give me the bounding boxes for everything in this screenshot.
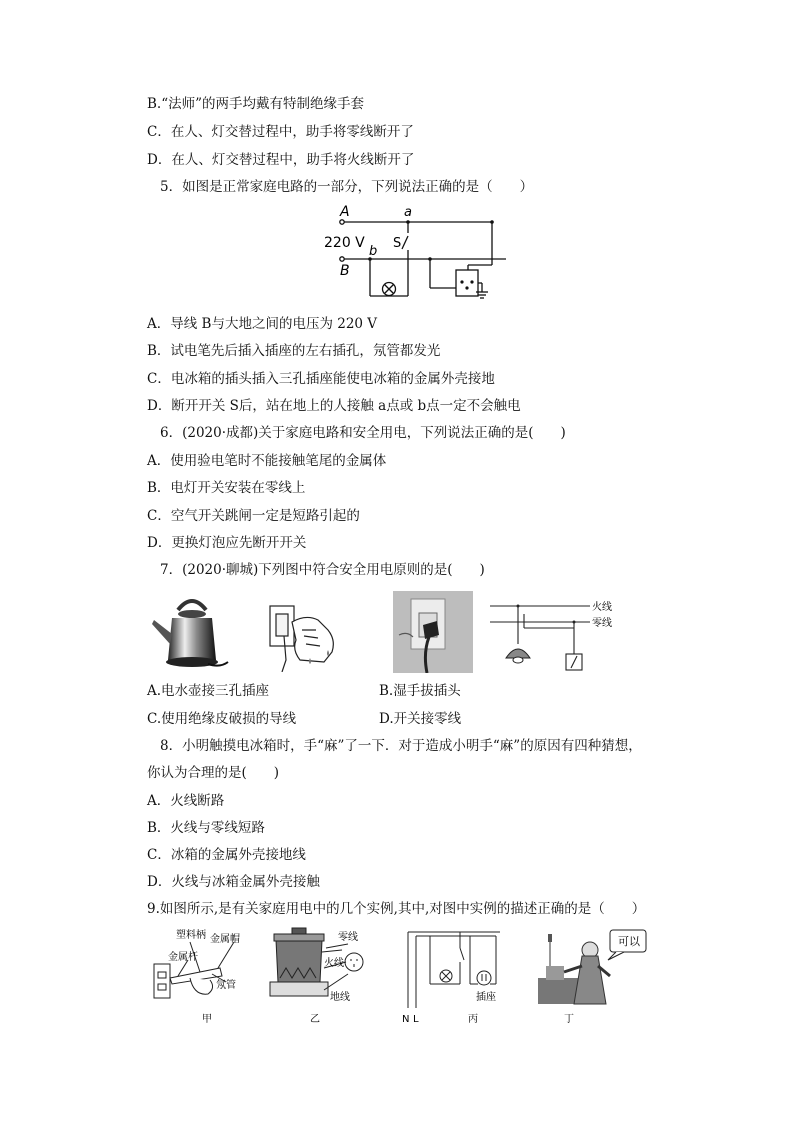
q4-option-c: C．在人、灯交替过程中，助手将零线断开了 <box>147 124 414 140</box>
q9-jia-label-plastic: 塑料柄 <box>176 930 206 941</box>
q7-wet-hand-plug-picture <box>266 600 340 672</box>
q7-stem: 7．(2020·聊城)下列图中符合安全用电原则的是( ) <box>160 562 485 578</box>
q9-jia-label-tube: 氖管 <box>216 980 236 991</box>
q9-ding-bubble: 可以 <box>618 935 640 948</box>
q9-jia-label-rod: 金属杆 <box>168 952 198 963</box>
q7-option-a: A.电水壶接三孔插座 <box>147 683 270 699</box>
q9-figure-jia-test-pen <box>150 924 250 1024</box>
q9-figure-ding-person <box>534 926 664 1024</box>
q7-label-live: 火线 <box>592 602 612 613</box>
q5-option-d: D．断开开关 S后，站在地上的人接触 a点或 b点一定不会触电 <box>147 398 521 414</box>
q7-kettle-picture <box>148 594 234 672</box>
q5-label-b-lower: b <box>369 244 378 259</box>
q9-jia-label-cap: 金属帽 <box>210 934 240 945</box>
q7-option-b: B.湿手拔插头 <box>379 683 461 699</box>
q9-bing-label-socket: 插座 <box>476 992 496 1003</box>
q5-label-a-upper: A <box>340 204 350 220</box>
q9-ding-caption: 丁 <box>564 1014 574 1024</box>
q5-label-switch: S <box>393 236 402 251</box>
q9-stem: 9.如图所示,是有关家庭用电中的几个实例,其中,对图中实例的描述正确的是（ ） <box>147 901 646 917</box>
q6-option-b: B．电灯开关安装在零线上 <box>147 480 306 496</box>
q9-yi-label-neutral: 零线 <box>338 932 358 943</box>
q9-jia-caption: 甲 <box>202 1014 212 1024</box>
q6-option-c: C．空气开关跳闸一定是短路引起的 <box>147 508 360 524</box>
q8-option-a: A．火线断路 <box>147 793 225 809</box>
q6-option-a: A．使用验电笔时不能接触笔尾的金属体 <box>147 453 387 469</box>
q8-stem-line2: 你认为合理的是( ) <box>147 765 280 781</box>
q7-switch-neutral-circuit <box>490 598 630 674</box>
q9-bing-label-l: L <box>413 1014 419 1024</box>
q4-option-b: B.“法师”的两手均戴有特制绝缘手套 <box>147 96 365 112</box>
q8-option-b: B．火线与零线短路 <box>147 820 265 836</box>
q9-yi-label-ground: 地线 <box>330 992 350 1003</box>
q9-bing-label-n: N <box>402 1014 410 1024</box>
q7-option-c: C.使用绝缘皮破损的导线 <box>147 711 297 727</box>
q5-circuit-figure <box>318 200 518 302</box>
q5-option-c: C．电冰箱的插头插入三孔插座能使电冰箱的金属外壳接地 <box>147 371 495 387</box>
q4-option-d: D．在人、灯交替过程中，助手将火线断开了 <box>147 152 415 168</box>
q5-label-voltage: 220 V <box>324 235 365 251</box>
q9-figure-bing-circuit <box>400 926 510 1024</box>
q5-option-a: A．导线 B与大地之间的电压为 220 V <box>147 316 378 332</box>
q6-option-d: D．更换灯泡应先断开开关 <box>147 535 307 551</box>
q7-option-d: D.开关接零线 <box>379 711 462 727</box>
q5-label-a-lower: a <box>404 205 412 220</box>
q8-option-d: D．火线与冰箱金属外壳接触 <box>147 874 320 890</box>
q9-yi-label-live: 火线 <box>324 958 344 969</box>
q9-figure-yi-rice-cooker <box>266 926 376 1024</box>
q8-option-c: C．冰箱的金属外壳接地线 <box>147 847 306 863</box>
q7-label-neutral: 零线 <box>592 618 612 629</box>
q5-stem: 5．如图是正常家庭电路的一部分，下列说法正确的是（ ） <box>160 179 534 195</box>
q5-label-b-upper: B <box>340 263 350 279</box>
q5-option-b: B．试电笔先后插入插座的左右插孔，氖管都发光 <box>147 343 441 359</box>
q9-yi-caption: 乙 <box>310 1014 320 1024</box>
q7-broken-wire-picture <box>393 591 473 673</box>
q6-stem: 6．(2020·成都)关于家庭电路和安全用电，下列说法正确的是( ) <box>160 425 566 441</box>
q8-stem-line1: 8．小明触摸电冰箱时，手“麻”了一下．对于造成小明手“麻”的原因有四种猜想， <box>160 738 642 754</box>
q9-bing-caption: 丙 <box>468 1014 478 1024</box>
